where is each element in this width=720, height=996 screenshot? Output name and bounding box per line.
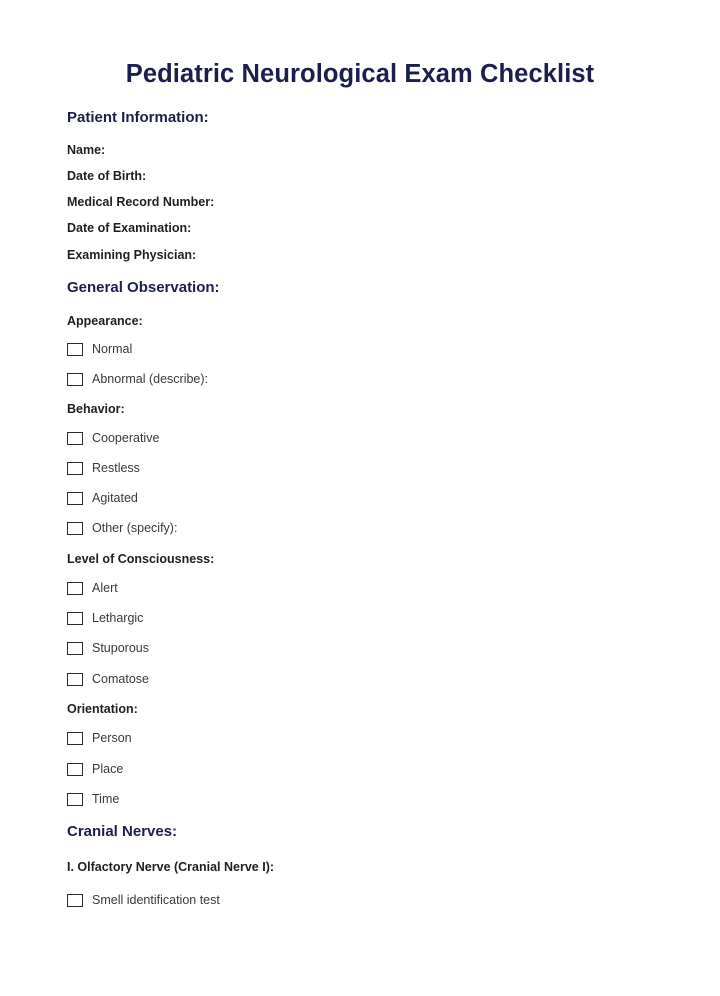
checkbox-item-abnormal[interactable]: [67, 369, 208, 389]
section-heading-general-observation: General Observation:: [67, 279, 220, 296]
checkbox-label: Place: [92, 762, 124, 776]
field-label-medical-record-number: Medical Record Number:: [67, 195, 215, 209]
checkbox-label: Agitated: [92, 491, 138, 505]
group-label-olfactory-nerve: I. Olfactory Nerve (Cranial Nerve I):: [67, 860, 275, 874]
field-label-date-of-birth: Date of Birth:: [67, 169, 147, 183]
checkbox-item-stuporous[interactable]: [67, 638, 149, 658]
checkbox[interactable]: [67, 343, 83, 356]
checkbox-item-smell-identification-test[interactable]: [67, 890, 220, 910]
group-label-orientation: Orientation:: [67, 702, 138, 716]
checkbox-item-normal[interactable]: [67, 339, 132, 359]
checkbox[interactable]: [67, 373, 83, 386]
checkbox-item-restless[interactable]: [67, 458, 140, 478]
page-title: Pediatric Neurological Exam Checklist: [125, 60, 595, 88]
section-heading-cranial-nerves: Cranial Nerves:: [67, 823, 178, 840]
checkbox-label: Alert: [92, 581, 118, 595]
field-label-date-of-examination: Date of Examination:: [67, 221, 192, 235]
checkbox[interactable]: [67, 763, 83, 776]
checkbox-item-comatose[interactable]: [67, 669, 149, 689]
group-label-behavior: Behavior:: [67, 402, 125, 416]
checkbox-item-person[interactable]: [67, 728, 132, 748]
checkbox-label: Comatose: [92, 672, 149, 686]
checkbox-item-place[interactable]: [67, 759, 123, 779]
checkbox-label: Abnormal (describe):: [92, 372, 209, 386]
checkbox-item-time[interactable]: [67, 789, 119, 809]
checkbox[interactable]: [67, 894, 83, 907]
checkbox-label: Lethargic: [92, 611, 144, 625]
checkbox-label: Cooperative: [92, 431, 160, 445]
checkbox[interactable]: [67, 642, 83, 655]
group-label-level-of-consciousness: Level of Consciousness:: [67, 552, 215, 566]
checkbox[interactable]: [67, 432, 83, 445]
checkbox[interactable]: [67, 612, 83, 625]
section-heading-patient-information: Patient Information:: [67, 109, 209, 126]
checkbox[interactable]: [67, 462, 83, 475]
checkbox-label: Other (specify):: [92, 521, 178, 535]
field-label-name: Name:: [67, 143, 106, 157]
checkbox[interactable]: [67, 732, 83, 745]
checkbox-label: Smell identification test: [92, 893, 220, 907]
checkbox[interactable]: [67, 582, 83, 595]
group-label-appearance: Appearance:: [67, 314, 143, 328]
checkbox[interactable]: [67, 492, 83, 505]
checkbox-item-alert[interactable]: [67, 578, 118, 598]
checkbox-label: Stuporous: [92, 641, 149, 655]
field-label-examining-physician: Examining Physician:: [67, 248, 197, 262]
checkbox-label: Person: [92, 731, 132, 745]
checkbox[interactable]: [67, 793, 83, 806]
checkbox[interactable]: [67, 522, 83, 535]
checkbox[interactable]: [67, 673, 83, 686]
checkbox-label: Normal: [92, 342, 133, 356]
checkbox-item-lethargic[interactable]: [67, 608, 143, 628]
checkbox-item-agitated[interactable]: [67, 488, 138, 508]
checkbox-label: Time: [92, 792, 120, 806]
checkbox-label: Restless: [92, 461, 140, 475]
checkbox-item-cooperative[interactable]: [67, 428, 159, 448]
checkbox-item-other[interactable]: [67, 518, 177, 538]
